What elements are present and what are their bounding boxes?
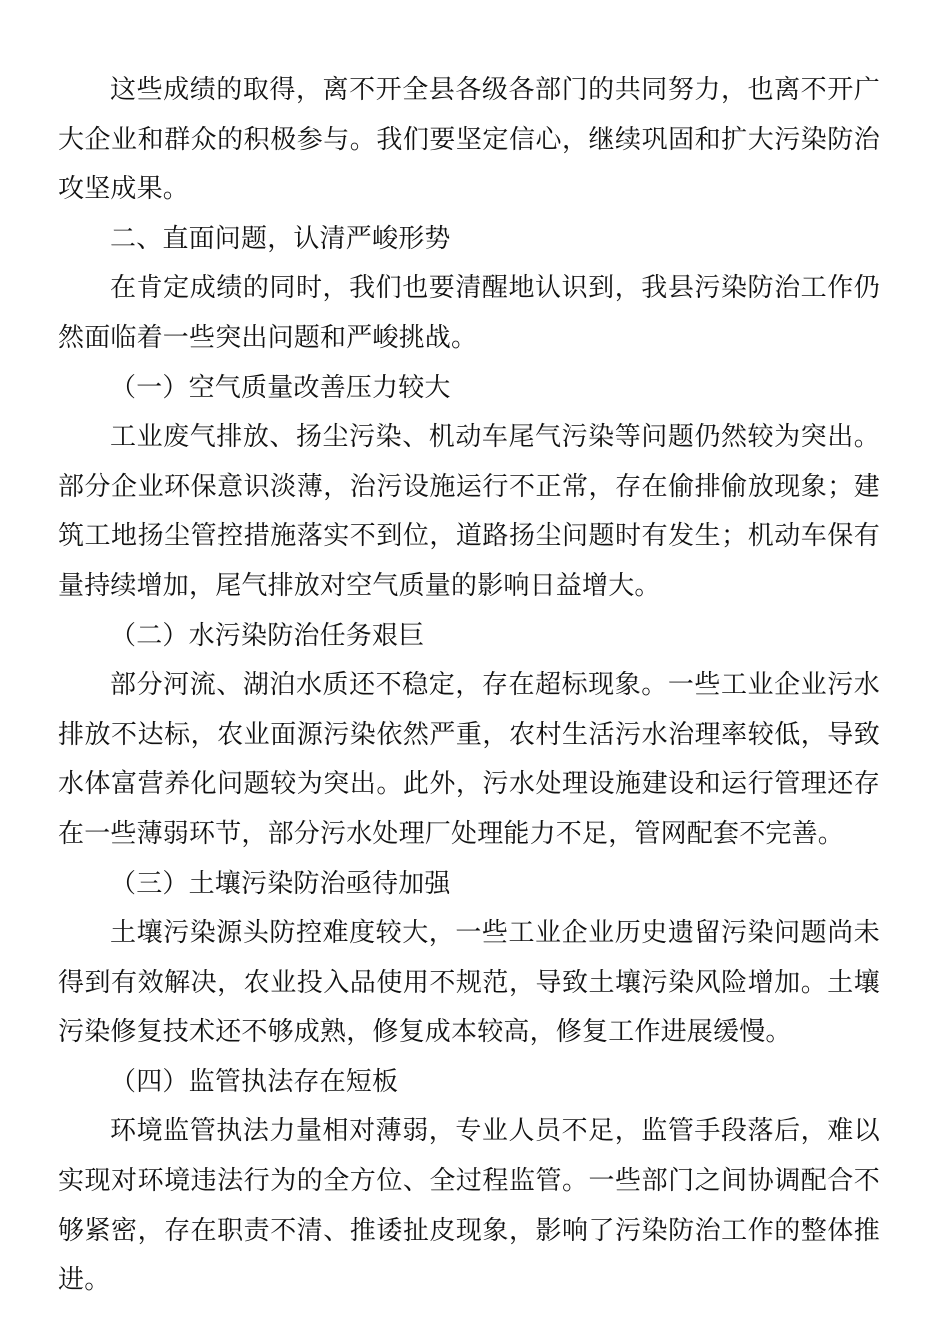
paragraph-achievements: 这些成绩的取得，离不开全县各级各部门的共同努力，也离不开广大企业和群众的积极参与。我们要坚定信心，继续巩固和扩大污染防治攻坚成果。 [58,75,880,205]
subheading-water-pollution: （二）水污染防治任务艰巨 [110,620,425,651]
paragraph-supervision: 环境监管执法力量相对薄弱，专业人员不足，监管手段落后，难以实现对环境违法行为的全方位、全过程监管。一些部门之间协调配合不够紧密，存在职责不清、推诿扯皮现象，影响了污染防治工作的整体推进。 [58,1116,880,1296]
subheading-soil-pollution: （三）土壤污染防治亟待加强 [110,868,451,899]
document-page [58,66,880,1306]
paragraph-soil-pollution: 土壤污染源头防控难度较大，一些工业企业历史遗留污染问题尚未得到有效解决，农业投入品使用不规范，导致土壤污染风险增加。土壤污染修复技术还不够成熟，修复成本较高，修复工作进展缓慢。 [58,918,880,1048]
paragraph-challenges-intro: 在肯定成绩的同时，我们也要清醒地认识到，我县污染防治工作仍然面临着一些突出问题和严峻挑战。 [58,273,880,353]
paragraph-air-quality: 工业废气排放、扬尘污染、机动车尾气污染等问题仍然较为突出。部分企业环保意识淡薄，治污设施运行不正常，存在偷排偷放现象；建筑工地扬尘管控措施落实不到位，道路扬尘问题时有发生；机动车保有量持续增加，尾气排放对空气质量的影响日益增大。 [58,422,880,601]
subheading-air-quality: （一）空气质量改善压力较大 [110,372,451,403]
section-heading-problems: 二、直面问题，认清严峻形势 [110,223,451,254]
paragraph-water-pollution: 部分河流、湖泊水质还不稳定，存在超标现象。一些工业企业污水排放不达标，农业面源污染依然严重，农村生活污水治理率较低，导致水体富营养化问题较为突出。此外，污水处理设施建设和运行管理还存在一些薄弱环节，部分污水处理厂处理能力不足，管网配套不完善。 [58,670,880,849]
subheading-supervision: （四）监管执法存在短板 [110,1066,399,1097]
